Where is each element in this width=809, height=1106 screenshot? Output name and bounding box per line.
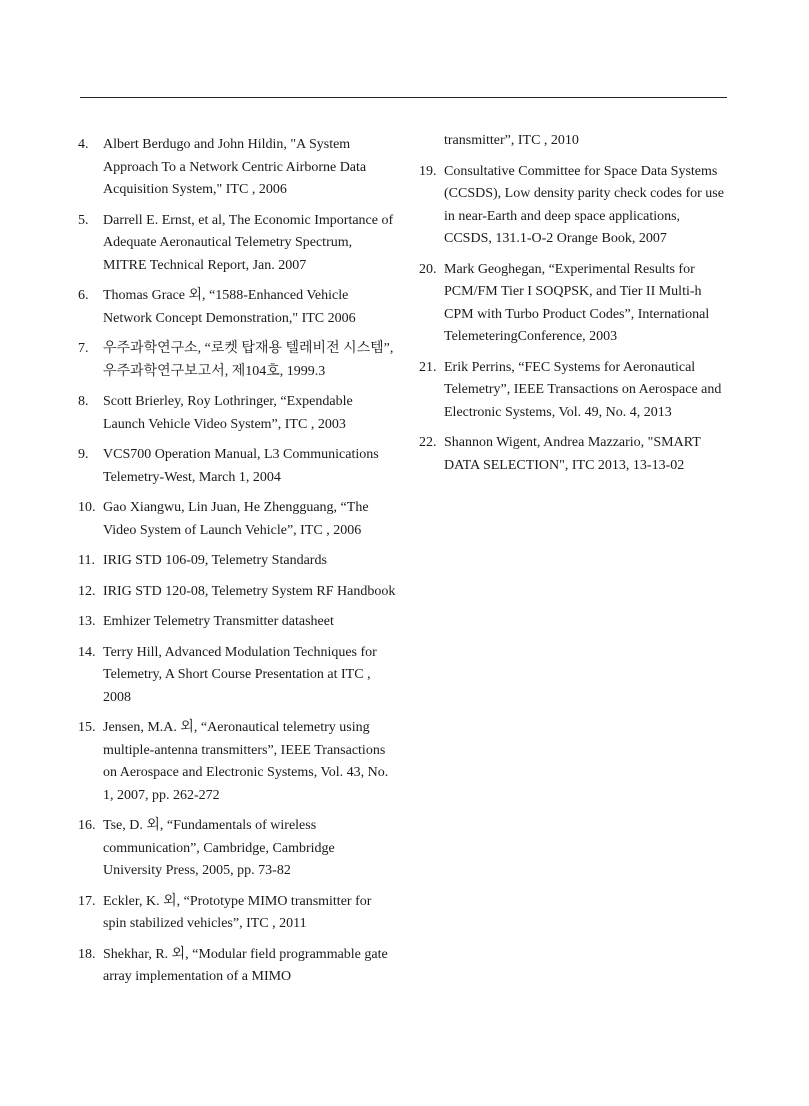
reference-text: IRIG STD 120-08, Telemetry System RF Handbook (103, 583, 396, 599)
reference-number: 10. (78, 500, 96, 515)
reference-item-continued (419, 130, 731, 153)
reference-text: Scott Brierley, Roy Lothringer, “Expendable Launch Vehicle Video System”, ITC , 2003 (103, 394, 353, 432)
reference-text: Thomas Grace 외, “1588-Enhanced Vehicle Network Concept Demonstration," ITC 2006 (103, 288, 356, 326)
reference-text: Shannon Wigent, Andrea Mazzario, "SMART DATA SELECTION", ITC 2013, 13-13-02 (444, 435, 701, 473)
reference-number: 14. (78, 644, 96, 660)
reference-number: 9. (78, 447, 89, 462)
reference-text: transmitter”, ITC , 2010 (444, 133, 579, 148)
reference-item (78, 338, 396, 383)
reference-number: 15. (78, 720, 96, 735)
reference-item (78, 642, 396, 710)
reference-number: 11. (78, 553, 95, 568)
reference-item (78, 134, 396, 202)
reference-text: Eckler, K. 외, “Prototype MIMO transmitter for spin stabilized vehicles”, ITC , 2011 (103, 893, 372, 931)
reference-text: Jensen, M.A. 외, “Aeronautical telemetry using multiple-antenna transmitters”, IEEE Transactions on Aerospace and Electronic Systems, Vol. 43, No. 1, 2007, pp. 262-272 (103, 720, 389, 803)
reference-text: Tse, D. 외, “Fundamentals of wireless communication”, Cambridge, Cambridge University Press, 2005, pp. 73-82 (103, 818, 335, 878)
reference-text: Gao Xiangwu, Lin Juan, He Zhengguang, “The Video System of Launch Vehicle”, ITC , 2006 (103, 500, 369, 538)
reference-text: Albert Berdugo and John Hildin, "A System Approach To a Network Centric Airborne Data Acquisition System," ITC , 2006 (103, 137, 367, 197)
reference-number: 6. (78, 288, 89, 303)
reference-text: Emhizer Telemetry Transmitter datasheet (103, 614, 334, 629)
reference-item (419, 432, 731, 477)
reference-item (419, 259, 731, 349)
reference-number: 22. (419, 435, 437, 450)
reference-text: Consultative Committee for Space Data Systems (CCSDS), Low density parity check codes for use in near-Earth and deep space applications, CCSDS, 131.1-O-2 Orange Book, 2007 (444, 163, 724, 246)
reference-text: IRIG STD 106-09, Telemetry Standards (103, 553, 327, 568)
reference-item (78, 444, 396, 489)
reference-item (78, 285, 396, 330)
reference-number: 12. (78, 583, 96, 599)
reference-item (78, 391, 396, 436)
reference-item (78, 497, 396, 542)
reference-number: 21. (419, 359, 437, 375)
reference-text: Shekhar, R. 외, “Modular field programmable gate array implementation of a MIMO (103, 946, 388, 984)
reference-number: 4. (78, 137, 89, 152)
reference-number: 13. (78, 614, 96, 629)
header-rule (80, 97, 727, 98)
reference-text: VCS700 Operation Manual, L3 Communications Telemetry-West, March 1, 2004 (103, 447, 379, 485)
reference-number: 19. (419, 163, 437, 179)
reference-number: 16. (78, 818, 96, 833)
reference-item (78, 717, 396, 807)
references-right-column (419, 130, 731, 485)
reference-item (78, 815, 396, 883)
reference-item (78, 611, 396, 634)
reference-number: 7. (78, 341, 89, 356)
reference-item (78, 210, 396, 278)
reference-item (78, 891, 396, 936)
reference-text: Terry Hill, Advanced Modulation Techniques for Telemetry, A Short Course Presentation at ITC , 2008 (103, 644, 377, 705)
reference-number: 5. (78, 212, 89, 228)
reference-text: 우주과학연구소, “로켓 탑재용 텔레비전 시스템”, 우주과학연구보고서, 제104호, 1999.3 (103, 341, 394, 379)
reference-item (78, 944, 396, 989)
reference-item (419, 161, 731, 251)
reference-number: 18. (78, 946, 96, 962)
reference-item (78, 550, 396, 573)
references-left-column (78, 130, 396, 997)
reference-text: Erik Perrins, “FEC Systems for Aeronautical Telemetry”, IEEE Transactions on Aerospace and Electronic Systems, Vol. 49, No. 4, 2013 (444, 359, 722, 420)
reference-text: Darrell E. Ernst, et al, The Economic Importance of Adequate Aeronautical Telemetry Spectrum, MITRE Technical Report, Jan. 2007 (103, 212, 394, 273)
reference-number: 8. (78, 394, 89, 409)
reference-item (78, 581, 396, 604)
reference-number: 17. (78, 893, 96, 909)
reference-text: Mark Geoghegan, “Experimental Results for PCM/FM Tier I SOQPSK, and Tier II Multi-h CPM with Turbo Product Codes”, International TelemeteringConference, 2003 (444, 261, 710, 344)
reference-item (419, 357, 731, 425)
reference-number: 20. (419, 261, 437, 277)
